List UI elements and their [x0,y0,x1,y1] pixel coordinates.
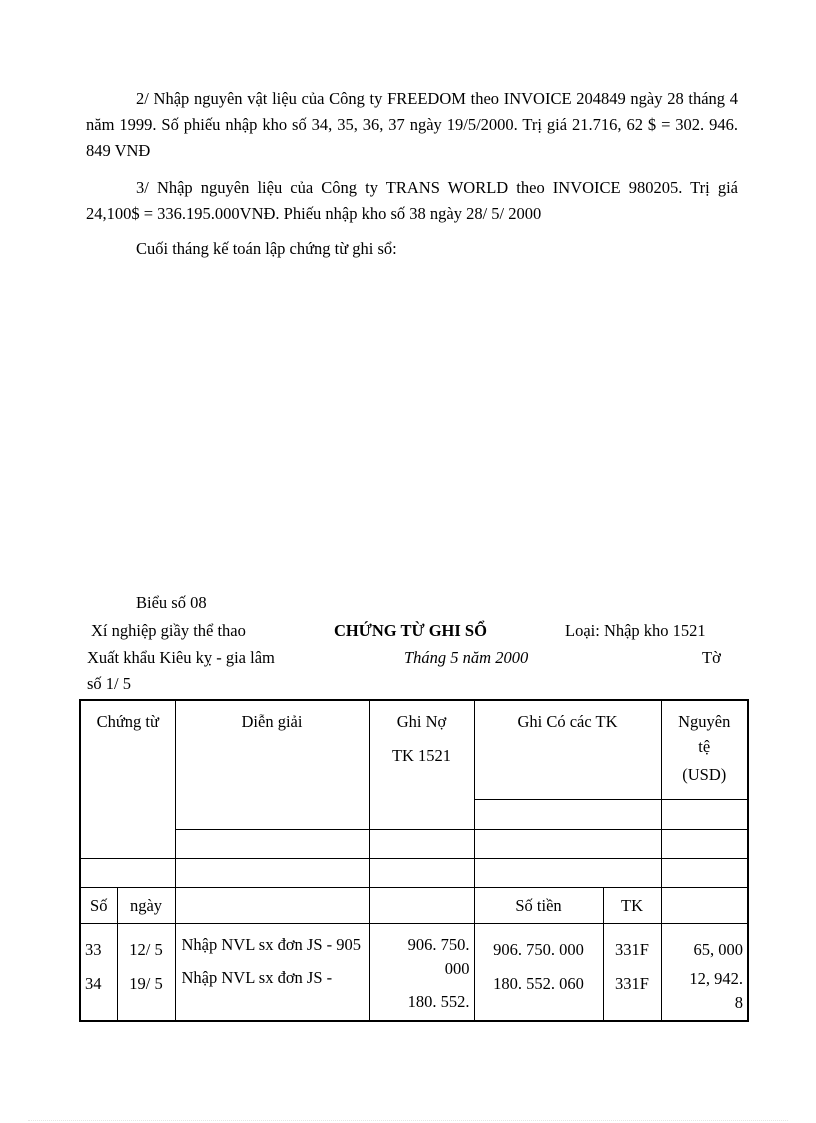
cell-description [175,923,369,1021]
row-1-date: 12/ 5 [129,939,163,959]
subheader-empty [661,887,748,923]
row-2-currency-cont: 8 [734,992,743,1012]
header-currency-line3: (USD) [682,765,727,784]
cell-debit [369,923,474,1021]
header-description: Diễn giải [175,700,369,829]
cell-no [80,923,117,1021]
ledger-table [79,699,749,1022]
spacer-cell [661,829,748,858]
row-2-no: 34 [85,973,102,993]
row-1-debit-cont: 000 [444,958,470,978]
header-currency-line2: tệ [698,737,711,756]
spacer-cell [175,858,369,887]
header-credit: Ghi Có các TK [474,700,661,799]
cell-date [117,923,175,1021]
header-date: ngày [117,887,175,923]
header-voucher: Chứng từ [80,700,175,858]
document-title: CHỨNG TỪ GHI SỔ [334,621,487,640]
row-1-amount: 906. 750. 000 [493,939,584,959]
spacer-cell [369,829,474,858]
header-account: TK [603,887,661,923]
row-2-currency: 12, 942. [689,968,743,988]
header-currency-line1: Nguyên [678,712,731,731]
spacer-cell [474,858,661,887]
cell-currency [661,923,748,1021]
header-debit-line2: TK 1521 [391,746,452,765]
row-1-debit: 906. 750. [407,934,470,954]
row-2-date: 19/ 5 [129,973,163,993]
paragraph-transworld-import: 3/ Nhập nguyên liệu của Công ty TRANS WORLD theo INVOICE 980205. Trị giá 24,100$ = 336.195.000VNĐ. Phiếu nhập kho số 38 ngày 28/ 5/ 2000 [86,178,738,223]
row-1-currency: 65, 000 [693,939,743,959]
row-1-no: 33 [85,939,102,959]
header-debit [369,700,474,829]
row-1-account: 331F [615,939,649,959]
page-bottom-rule [28,1120,788,1121]
header-debit-line1: Ghi Nợ [396,712,447,731]
row-2-account: 331F [615,973,649,993]
row-2-debit: 180. 552. [407,991,470,1011]
spacer-row-3 [80,858,748,887]
spacer-cell [474,829,661,858]
subheader-row [80,887,748,923]
spacer-cell [369,858,474,887]
row-2-amount: 180. 552. 060 [493,973,584,993]
sheet-number: số 1/ 5 [87,674,132,693]
header-amount: Số tiền [474,887,603,923]
subheader-empty [175,887,369,923]
paragraph-month-end: Cuối tháng kế toán lập chứng từ ghi sổ: [136,239,397,258]
spacer-row-2 [80,829,748,858]
header-no: Số [80,887,117,923]
document-month: Tháng 5 năm 2000 [404,648,529,667]
header-row [80,700,748,799]
spacer-cell [661,858,748,887]
spacer-cell [474,799,661,829]
voucher-type: Loại: Nhập kho 1521 [565,621,706,640]
form-label: Biểu số 08 [136,593,207,612]
row-2-description: Nhập NVL sx đơn JS - [181,967,333,987]
cell-amount [474,923,603,1021]
cell-account [603,923,661,1021]
company-name-line2: Xuất khẩu Kiêu kỵ - gia lâm [87,648,275,667]
row-1-description: Nhập NVL sx đơn JS - 905 [181,934,362,954]
table-row [80,923,748,1021]
spacer-cell [175,829,369,858]
sheet-label: Tờ [702,648,721,667]
spacer-cell [661,799,748,829]
spacer-cell [80,858,175,887]
paragraph-freedom-import: 2/ Nhập nguyên vật liệu của Công ty FREEDOM theo INVOICE 204849 ngày 28 tháng 4 năm 1999. Số phiếu nhập kho số 34, 35, 36, 37 ngày 19/5/2000. Trị giá 21.716, 62 $ = 302. 946. 849 VNĐ [86,89,738,160]
subheader-empty [369,887,474,923]
company-name-line1: Xí nghiệp giầy thể thao [91,621,246,640]
header-currency [661,700,748,799]
